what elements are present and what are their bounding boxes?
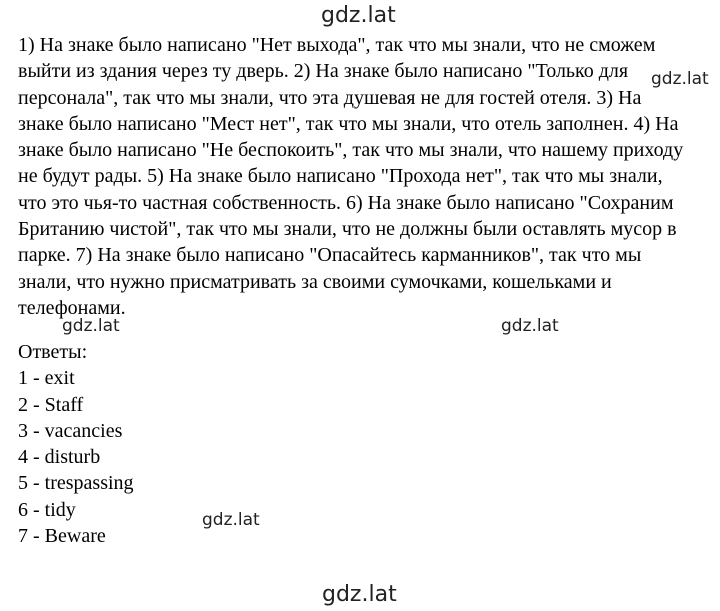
watermark-mid-right: gdz.lat [501, 316, 559, 336]
solution-line: Британию чистой", так что мы знали, что не должны были оставлять мусор в [18, 218, 677, 241]
answer-item: 4 - disturb [18, 446, 101, 469]
solution-line: не будут рады. 5) На знаке было написано "Прохода нет", так что мы знали, [18, 165, 663, 188]
solution-line: что это чья-то частная собственность. 6) На знаке было написано "Сохраним [18, 191, 674, 214]
solution-line: 1) На знаке было написано "Нет выхода", так что мы знали, что не сможем [18, 34, 656, 56]
watermark-top: gdz.lat [321, 3, 396, 28]
answer-item: 5 - trespassing [18, 472, 134, 495]
solution-line: знаке было написано "Не беспокоить", так что мы знали, что нашему приходу [18, 139, 684, 162]
solution-line: выйти из здания через ту дверь. 2) На знаке было написано "Только для [18, 60, 629, 83]
answers-heading: Ответы: [18, 341, 88, 363]
watermark-right: gdz.lat [651, 69, 709, 89]
solution-line: знали, что нужно присматривать за своими сумочками, кошельками и [18, 270, 612, 293]
watermark-low: gdz.lat [202, 510, 260, 530]
solution-line: персонала", так что мы знали, что эта душевая не для гостей отеля. 3) На [18, 86, 642, 109]
answer-item: 2 - Staff [18, 393, 84, 416]
answer-item: 6 - tidy [18, 498, 76, 521]
watermark-bottom: gdz.lat [322, 582, 397, 607]
watermark-mid-left: gdz.lat [62, 316, 120, 336]
answer-item: 1 - exit [18, 367, 75, 390]
solution-line: парке. 7) На знаке было написано "Опасайтесь карманников", так что мы [18, 244, 642, 267]
solution-line: телефонами. [18, 296, 126, 319]
answer-item: 3 - vacancies [18, 419, 123, 442]
answers-block [18, 339, 134, 549]
answer-item: 7 - Beware [18, 525, 106, 548]
solution-line: знаке было написано "Мест нет", так что мы знали, что отель заполнен. 4) На [18, 112, 679, 135]
